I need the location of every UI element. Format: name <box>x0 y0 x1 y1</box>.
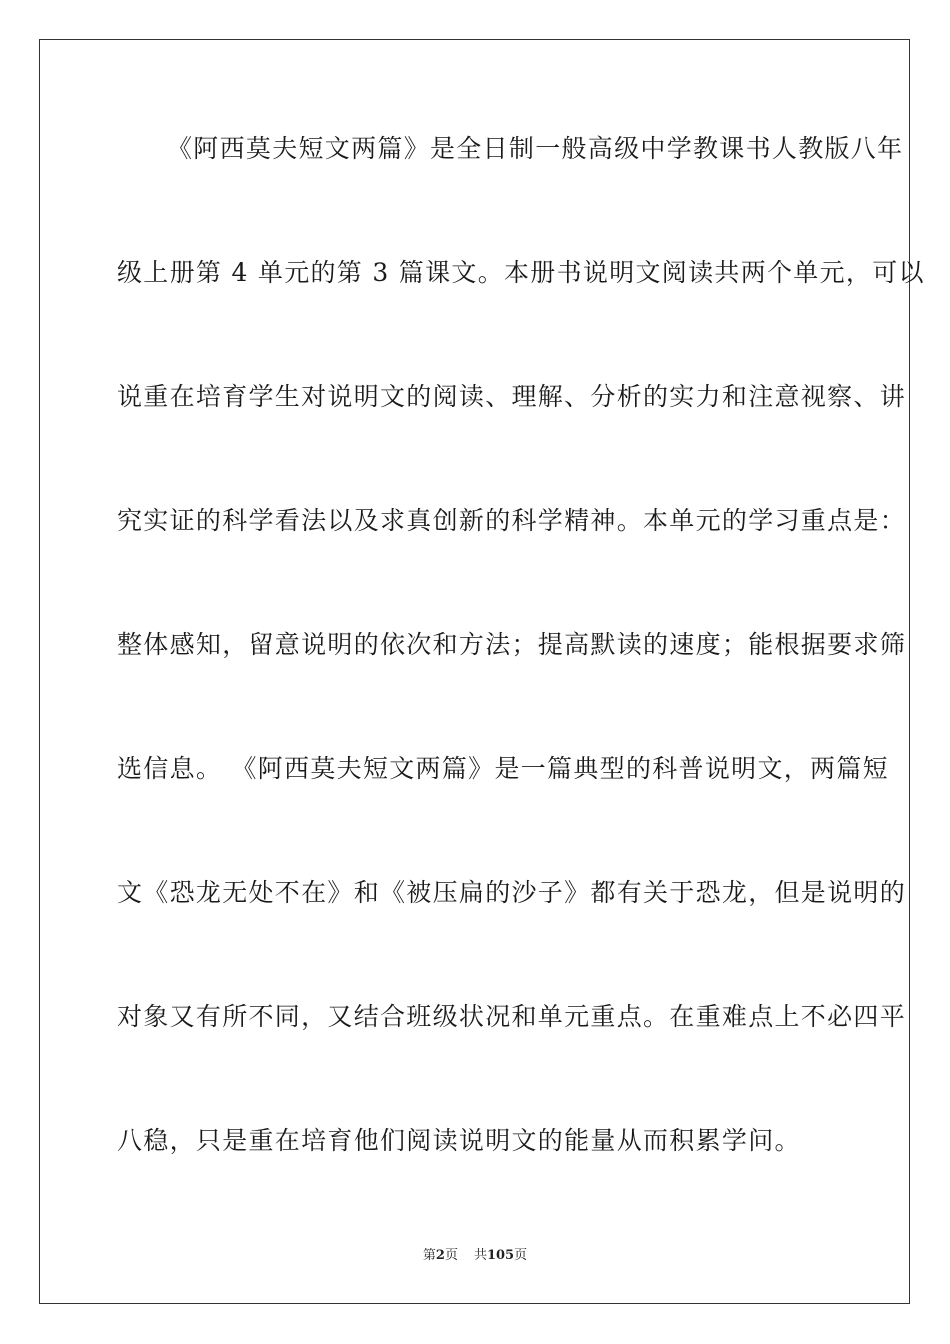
page-prefix: 第 <box>422 1248 436 1263</box>
total-prefix: 共 <box>473 1248 487 1263</box>
body-line-7: 文《恐龙无处不在》和《被压扁的沙子》都有关于恐龙，但是说明的 <box>117 878 907 907</box>
page-footer <box>0 1247 950 1265</box>
body-line-9: 八稳，只是重在培育他们阅读说明文的能量从而积累学问。 <box>117 1126 801 1155</box>
body-line-3: 说重在培育学生对说明文的阅读、理解、分析的实力和注意视察、讲 <box>117 382 907 411</box>
body-line-4: 究实证的科学看法以及求真创新的科学精神。本单元的学习重点是： <box>117 506 907 535</box>
page-border <box>39 39 925 1304</box>
body-line-2: 级上册第 4 单元的第 3 篇课文。本册书说明文阅读共两个单元，可以 <box>117 258 925 287</box>
body-line-8: 对象又有所不同，又结合班级状况和单元重点。在重难点上不必四平 <box>117 1002 907 1031</box>
body-line-1: 《阿西莫夫短文两篇》是全日制一般高级中学教课书人教版八年 <box>167 134 904 163</box>
total-suffix: 页 <box>514 1248 528 1263</box>
page-number: 2 <box>435 1248 445 1263</box>
body-line-6: 选信息。 《阿西莫夫短文两篇》是一篇典型的科普说明文，两篇短 <box>117 754 889 783</box>
body-line-5: 整体感知，留意说明的依次和方法；提高默读的速度；能根据要求筛 <box>117 630 907 659</box>
total-pages: 105 <box>486 1248 515 1263</box>
page-suffix: 页 <box>444 1248 458 1263</box>
